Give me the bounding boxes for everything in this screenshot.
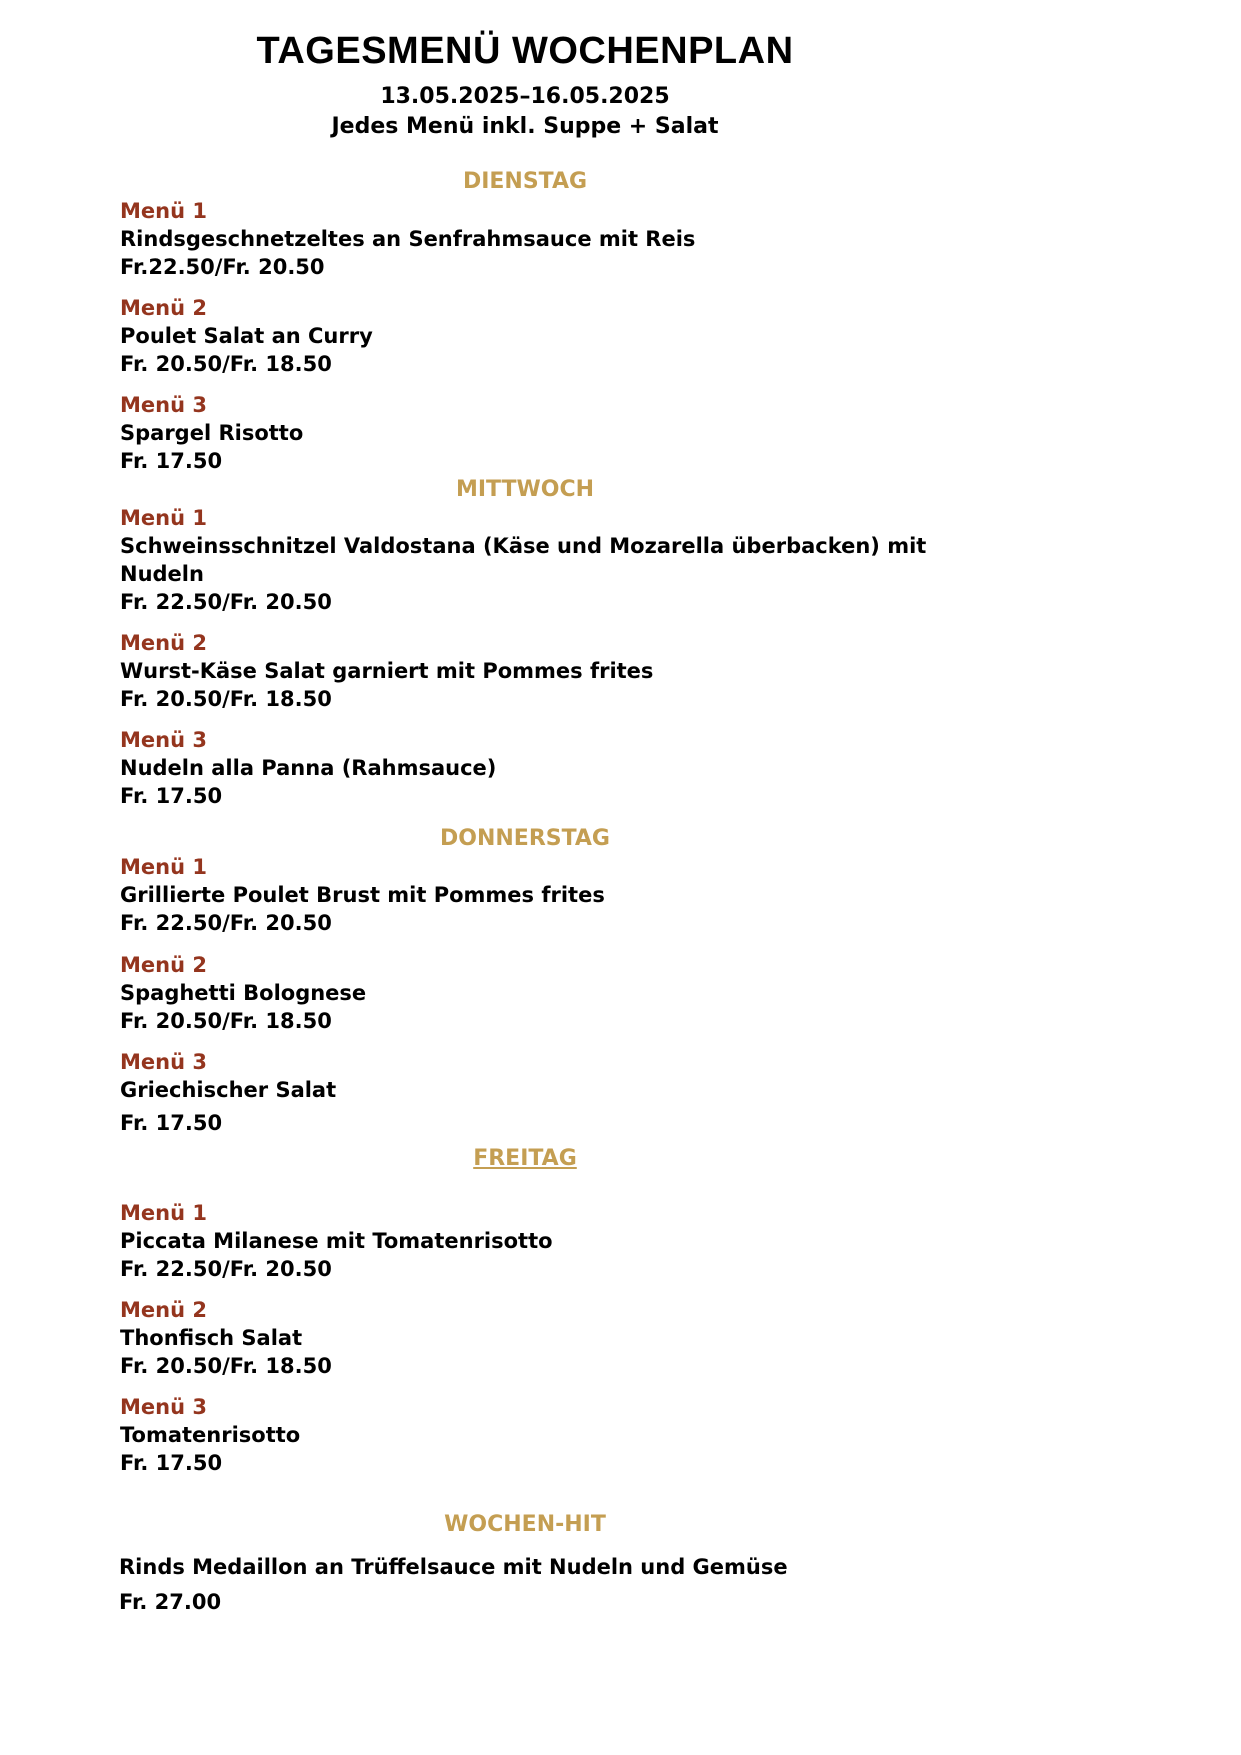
dish-price: Fr. 20.50/Fr. 18.50 (120, 352, 332, 376)
menu-label: Menü 2 (120, 296, 207, 320)
dish-price: Fr. 20.50/Fr. 18.50 (120, 1009, 332, 1033)
day-heading-freitag (0, 1146, 1050, 1171)
date-range: 13.05.2025–16.05.2025 (380, 84, 670, 109)
menu-label: Menü 3 (120, 1050, 207, 1074)
dish-name: Rindsgeschnetzeltes an Senfrahmsauce mit Reis (120, 227, 696, 251)
menu-label: Menü 2 (120, 953, 207, 977)
menu-label: Menü 1 (120, 199, 207, 223)
dish-price: Fr.22.50/Fr. 20.50 (120, 255, 325, 279)
dish-price: Fr. 17.50 (120, 784, 223, 808)
menu-label: Menü 2 (120, 631, 207, 655)
dish-name: Tomatenrisotto (120, 1423, 301, 1447)
menu-label: Menü 1 (120, 506, 207, 530)
weekly-hit-heading: WOCHEN-HIT (444, 1512, 606, 1537)
dish-name: Griechischer Salat (120, 1078, 337, 1102)
dish-price: Fr. 22.50/Fr. 20.50 (120, 911, 332, 935)
dish-name: Spargel Risotto (120, 421, 304, 445)
menu-note: Jedes Menü inkl. Suppe + Salat (331, 114, 719, 139)
dish-name: Grillierte Poulet Brust mit Pommes frites (120, 883, 605, 907)
day-heading-mittwoch: MITTWOCH (455, 477, 595, 502)
weekly-hit-price: Fr. 27.00 (119, 1590, 222, 1614)
menu-label: Menü 3 (120, 728, 207, 752)
dish-name: Wurst-Käse Salat garniert mit Pommes frites (120, 659, 654, 683)
day-heading-freitag-text: FREITAG (473, 1146, 577, 1171)
dish-price: Fr. 17.50 (120, 1451, 223, 1475)
day-heading-dienstag: DIENSTAG (462, 169, 588, 194)
dish-name: Nudeln alla Panna (Rahmsauce) (120, 756, 497, 780)
dish-price: Fr. 22.50/Fr. 20.50 (120, 1257, 332, 1281)
dish-name-continued: Nudeln (120, 562, 204, 586)
menu-label: Menü 1 (120, 855, 207, 879)
menu-label: Menü 3 (120, 1395, 207, 1419)
dish-price: Fr. 22.50/Fr. 20.50 (120, 590, 332, 614)
dish-name: Thonfisch Salat (120, 1326, 303, 1350)
dish-price: Fr. 17.50 (120, 1111, 223, 1135)
menu-label: Menü 2 (120, 1298, 207, 1322)
dish-name: Piccata Milanese mit Tomatenrisotto (120, 1229, 553, 1253)
day-heading-donnerstag: DONNERSTAG (440, 826, 610, 851)
menu-label: Menü 3 (120, 393, 207, 417)
menu-label: Menü 1 (120, 1201, 207, 1225)
dish-price: Fr. 17.50 (120, 449, 223, 473)
weekly-hit-dish: Rinds Medaillon an Trüffelsauce mit Nudeln und Gemüse (119, 1555, 788, 1579)
dish-name: Spaghetti Bolognese (120, 981, 367, 1005)
dish-name: Schweinsschnitzel Valdostana (Käse und Mozarella überbacken) mit (120, 534, 927, 558)
dish-price: Fr. 20.50/Fr. 18.50 (120, 1354, 332, 1378)
page-title: TAGESMENÜ WOCHENPLAN (256, 30, 794, 72)
dish-price: Fr. 20.50/Fr. 18.50 (120, 687, 332, 711)
dish-name: Poulet Salat an Curry (120, 324, 373, 348)
